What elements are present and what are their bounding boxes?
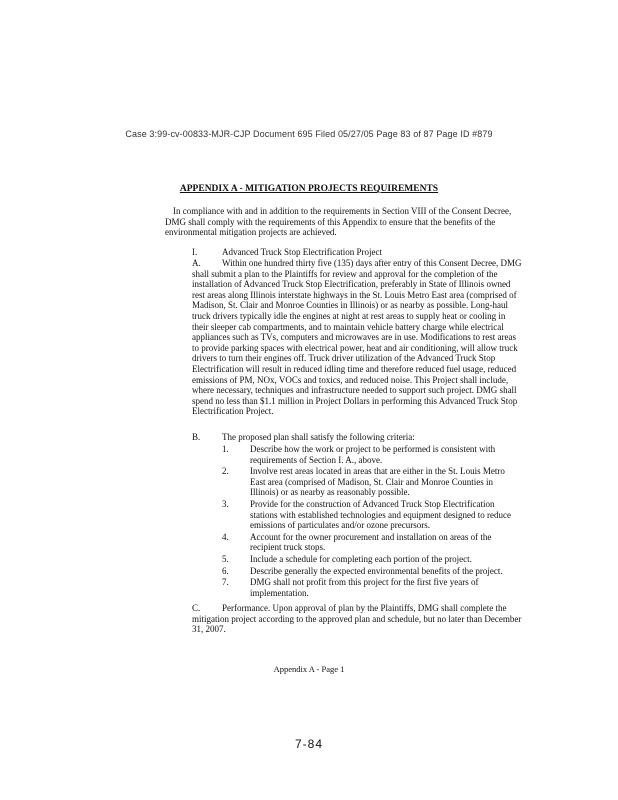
section-b-text: The proposed plan shall satisfy the following criteria:: [222, 432, 415, 442]
section-a-body: [192, 258, 522, 417]
criteria-list: [222, 444, 522, 599]
criteria-text: Account for the owner procurement and installation on areas of the recipient truck stops.: [250, 531, 492, 553]
section-c-text: Performance. Upon approval of plan by the Plaintiffs, DMG shall complete the mitigation project according to the approved plan and schedule, but no later than December 31, 2007.: [192, 603, 522, 635]
criteria-number: 2.: [222, 466, 229, 477]
criteria-item: [222, 554, 522, 565]
criteria-item: [222, 566, 522, 577]
section-a-heading: [192, 247, 382, 257]
criteria-text: DMG shall not profit from this project for the first five years of implementation.: [250, 577, 479, 598]
criteria-item: [222, 444, 522, 465]
criteria-item: [222, 466, 522, 498]
section-a-label: A.: [192, 258, 201, 268]
case-header: Case 3:99-cv-00833-MJR-CJP Document 695 Filed 05/27/05 Page 83 of 87 Page ID #879: [125, 129, 493, 139]
criteria-text: Include a schedule for completing each portion of the project.: [250, 553, 472, 564]
criteria-number: 5.: [222, 553, 229, 564]
criteria-item: [222, 499, 522, 531]
criteria-item: [222, 532, 522, 553]
section-numeral: I.: [192, 247, 198, 257]
criteria-text: Describe how the work or project to be performed is consistent with requirements of Section I. A., above.: [250, 444, 496, 465]
section-b-heading: [192, 432, 522, 442]
section-a-text: Within one hundred thirty five (135) days after entry of this Consent Decree, DMG shall submit a plan to the Plaintiffs for review and approval for the completion of the installation of Advanced Truck Stop Electrification, preferably in State of Illinois owned rest areas along Illinois interstate highways in the St. Louis Metro East area (comprised of Madison, St. Clair and Monroe Counties in Illinois) or as nearby as possible. Long-haul truck drivers typically idle the engines at night at rest areas to supply heat or cooling in their sleeper cab compartments, and to maintain vehicle battery charge while electrical appliances such as TVs, computers and microwaves are in use. Modifications to rest areas to provide parking spaces with electrical power, heat and air conditioning, will allow truck drivers to turn their engines off. Truck driver utilization of the Advanced Truck Stop Electrification will result in reduced idling time and therefore reduced fuel usage, reduced emissions of PM, NOx, VOCs and toxics, and reduced noise. This Project shall include, where necessary, techniques and infrastructure needed to support such project. DMG shall spend no less than $1.1 million in Project Dollars in performing this Advanced Truck Stop Electrification Project.: [192, 258, 522, 417]
page-title: APPENDIX A - MITIGATION PROJECTS REQUIREMENTS: [179, 184, 439, 194]
criteria-number: 4.: [222, 531, 229, 542]
section-c: [192, 603, 522, 635]
page-footer: Appendix A - Page 1: [273, 664, 345, 674]
criteria-text: Describe generally the expected environmental benefits of the project.: [250, 565, 503, 576]
criteria-number: 3.: [222, 498, 229, 509]
criteria-text: Provide for the construction of Advanced Truck Stop Electrification stations with established technologies and equipment designed to reduce emissions of particulates and/or ozone precursors.: [250, 498, 511, 531]
criteria-number: 7.: [222, 577, 229, 588]
section-heading-text: Advanced Truck Stop Electrification Project: [222, 247, 382, 257]
page-number: 7-84: [294, 737, 324, 751]
section-c-label: C.: [192, 603, 201, 613]
intro-paragraph: In compliance with and in addition to the requirements in Section VIII of the Consent Decree, DMG shall comply with the requirements of this Appendix to ensure that the benefits of the environmental mitigation projects are achieved.: [165, 206, 512, 238]
criteria-number: 1.: [222, 444, 229, 454]
section-b-label: B.: [192, 432, 201, 442]
criteria-number: 6.: [222, 565, 229, 576]
criteria-text: Involve rest areas located in areas that are either in the St. Louis Metro East area (comprised of Madison, St. Clair and Monroe Counties in Illinois) or as nearby as reasonably possible.: [250, 466, 505, 498]
criteria-item: [222, 577, 522, 598]
